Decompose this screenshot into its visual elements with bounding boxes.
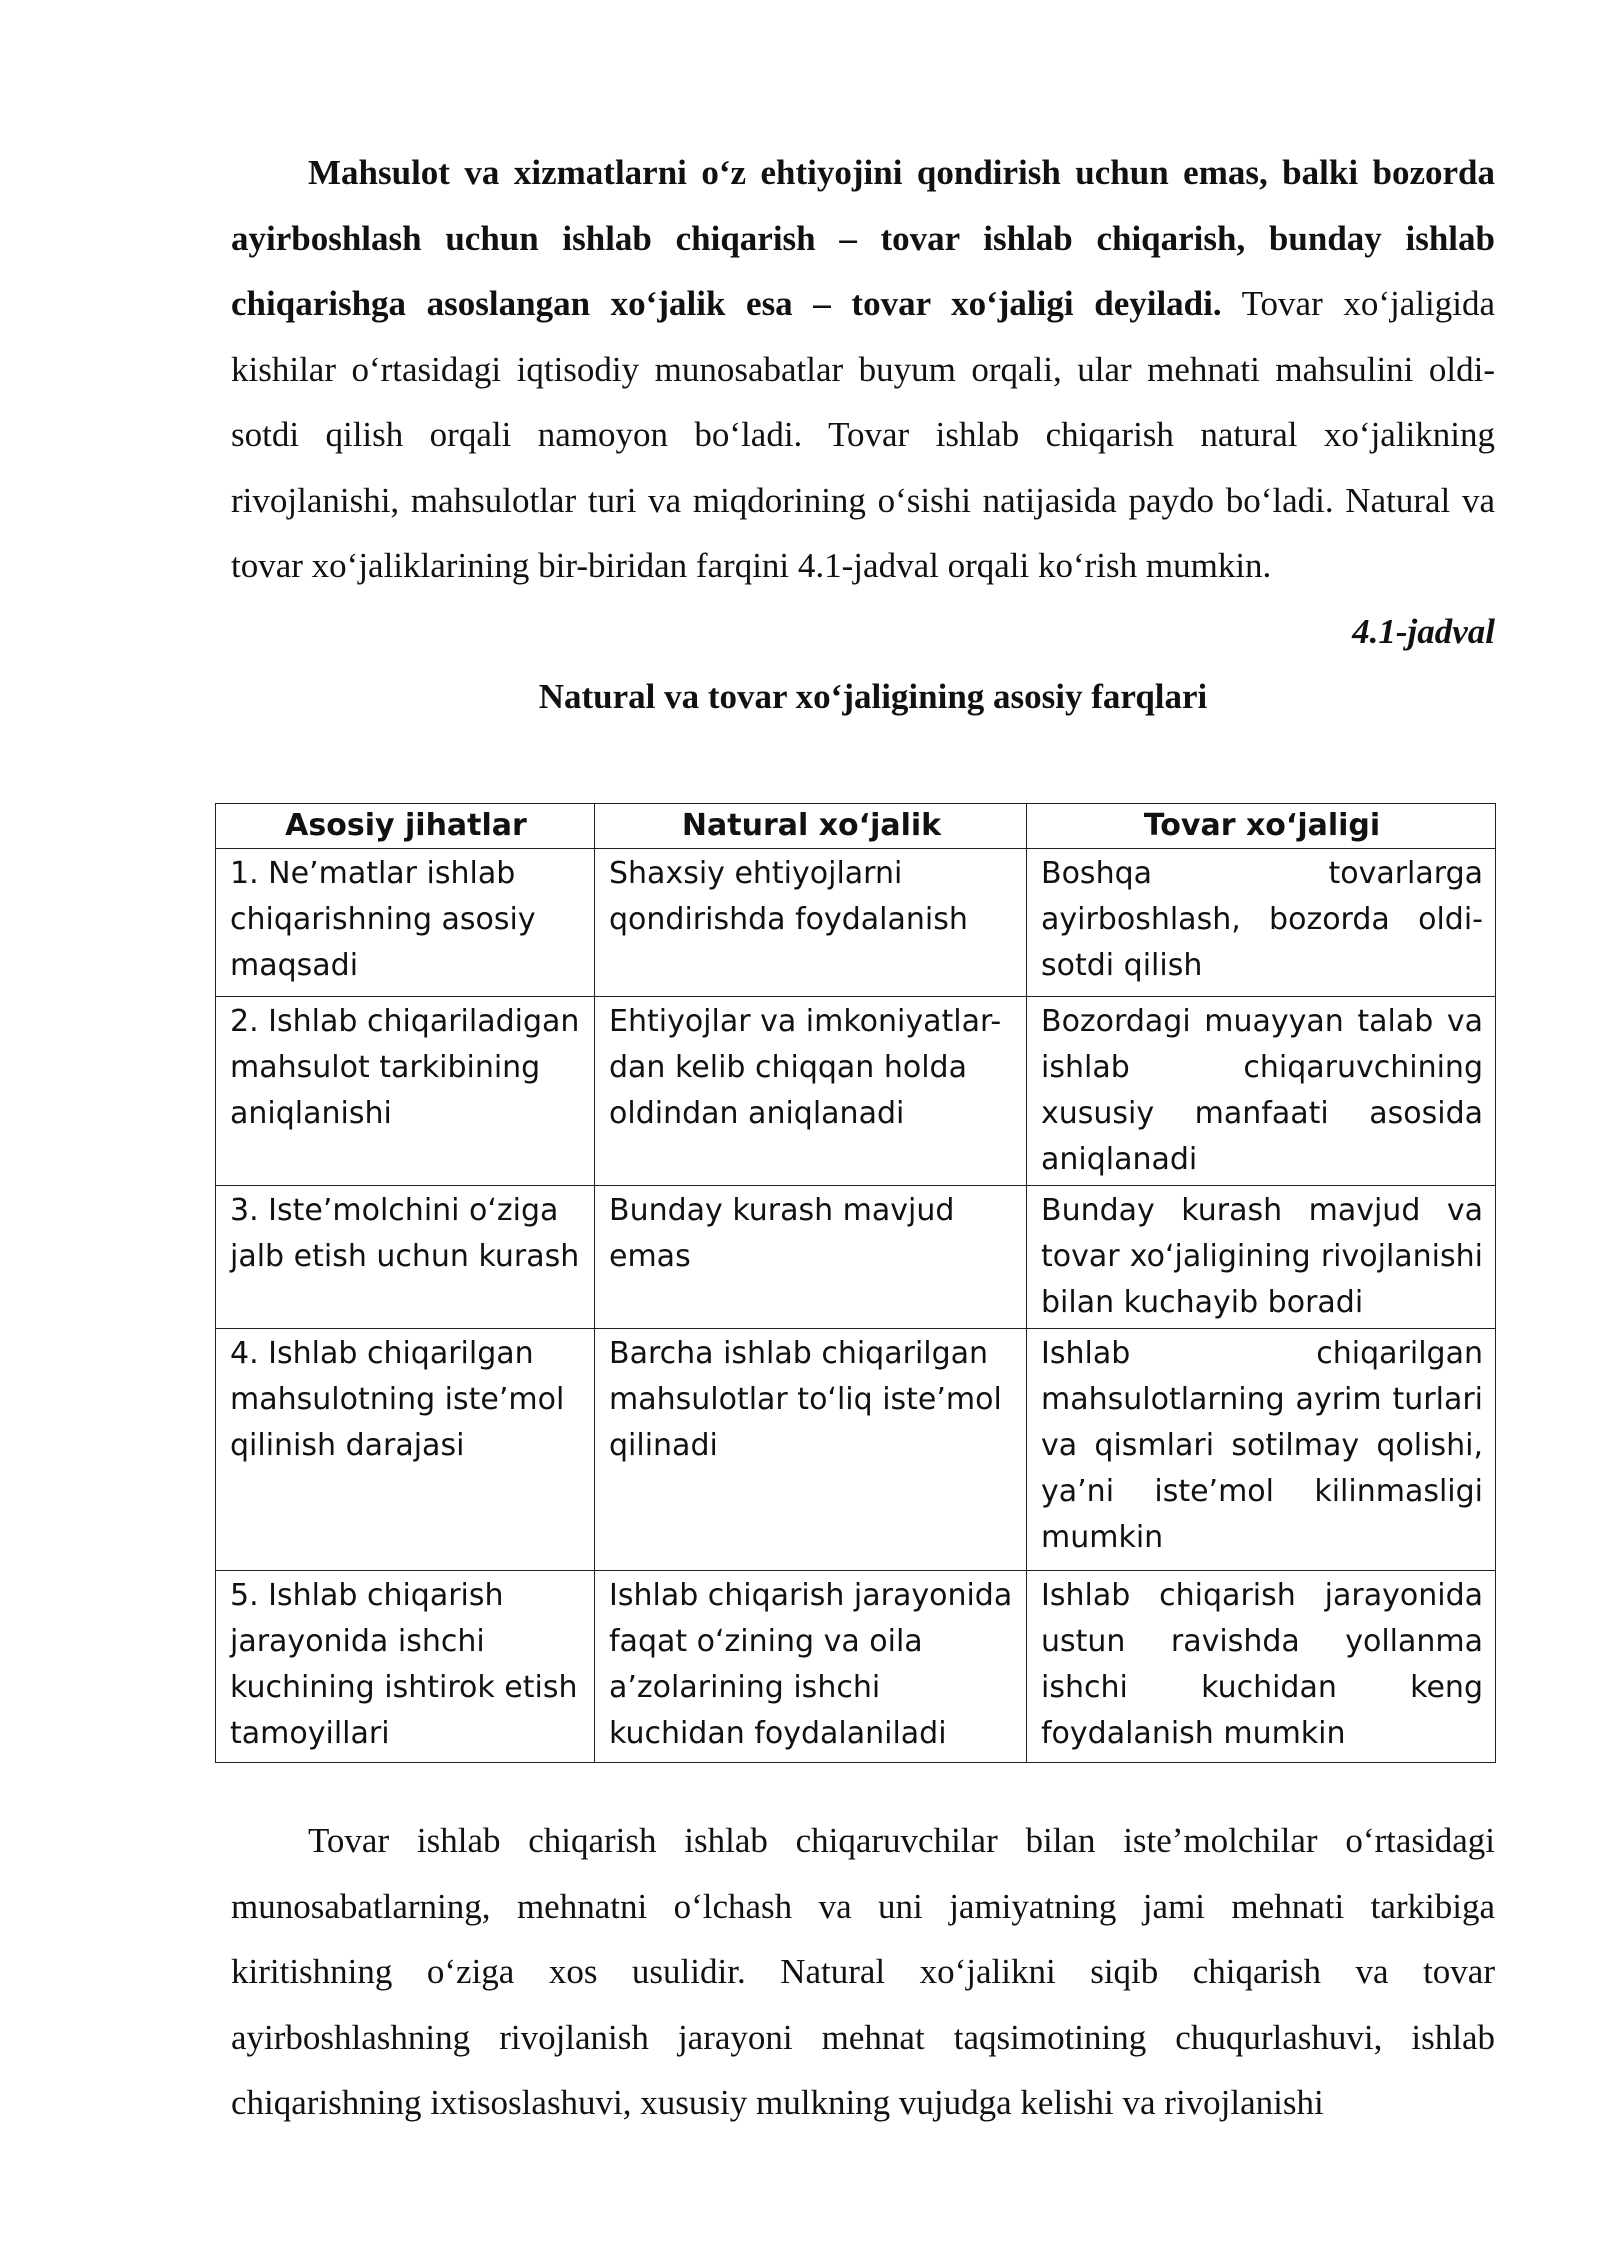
cell-aspect: 4. Ishlab chiqarilgan mahsulotning isteʼmol qilinish darajasi <box>216 1329 595 1571</box>
cell-aspect: 5. Ishlab chiqarish jarayonida ishchi kuchining ishtirok etish tamoyillari <box>216 1571 595 1763</box>
intro-explanation: Tovar xoʻjaligida kishilar oʻrtasidagi iqtisodiy munosabatlar buyum orqali, ular mehnati mahsulini oldi-sotdi qilish orqali namoyon boʻladi. Tovar ishlab chiqarish natural xoʻjalikning rivojlanishi, mahsulotlar turi va miqdorining oʻsishi natijasida paydo boʻladi. Natural va tovar xoʻjaliklarining bir-biridan farqini 4.1-jadval orqali koʻrish mumkin. <box>231 284 1495 585</box>
header-natural: Natural xoʻjalik <box>595 804 1027 849</box>
cell-commodity: Bozordagi muayyan talab va ishlab chiqaruvchining xususiy manfaati asosida aniqlanadi <box>1027 997 1496 1186</box>
cell-commodity: Boshqa tovarlarga ayirboshlash, bozorda oldi-sotdi qilish <box>1027 849 1496 997</box>
cell-natural: Ishlab chiqarish jarayonida faqat oʻzining va oila aʼzolarining ishchi kuchidan foydalaniladi <box>595 1571 1027 1763</box>
intro-paragraph <box>231 140 1495 599</box>
header-commodity: Tovar xoʻjaligi <box>1027 804 1496 849</box>
cell-aspect: 1. Neʼmatlar ishlab chiqarishning asosiy maqsadi <box>216 849 595 997</box>
cell-aspect: 2. Ishlab chiqariladigan mahsulot tarkibining aniqlanishi <box>216 997 595 1186</box>
intro-definition: Mahsulot va xizmatlarni oʻz ehtiyojini qondirish uchun emas, balki bozorda ayirboshlash uchun ishlab chiqarish – tovar ishlab chiqarish, bunday ishlab chiqarishga asoslangan xoʻjalik esa – tovar xoʻjaligi deyiladi. <box>231 153 1495 323</box>
cell-aspect: 3. Isteʼmolchini oʻziga jalb etish uchun kurash <box>216 1186 595 1329</box>
cell-commodity: Ishlab chiqarish jarayonida ustun ravishda yollanma ishchi kuchidan keng foydalanish mumkin <box>1027 1571 1496 1763</box>
cell-natural: Bunday kurash mavjud emas <box>595 1186 1027 1329</box>
closing-paragraph: Tovar ishlab chiqarish ishlab chiqaruvchilar bilan isteʼmolchilar oʻrtasidagi munosabatlarning, mehnatni oʻlchash va uni jamiyatning jami mehnati tarkibiga kiritishning oʻziga xos usulidir. Natural xoʻjalikni siqib chiqarish va tovar ayirboshlashning rivojlanish jarayoni mehnat taqsimotining chuqurlashuvi, ishlab chiqarishning ixtisoslashuvi, xususiy mulkning vujudga kelishi va rivojlanishi <box>231 1821 1495 2122</box>
table-header-row <box>216 804 1496 849</box>
closing-section <box>231 1808 1495 2136</box>
table-number: 4.1-jadval <box>1352 611 1495 651</box>
cell-natural: Ehtiyojlar va imkoniyatlar-dan kelib chiqqan holda oldindan aniqlanadi <box>595 997 1027 1186</box>
cell-commodity: Ishlab chiqarilgan mahsulotlarning ayrim turlari va qismlari sotilmay qolishi, yaʼni isteʼmol kilinmasligi mumkin <box>1027 1329 1496 1571</box>
table-row <box>216 1186 1496 1329</box>
table-row <box>216 849 1496 997</box>
document-body <box>231 140 1495 739</box>
cell-commodity: Bunday kurash mavjud va tovar xoʻjaligining rivojlanishi bilan kuchayib boradi <box>1027 1186 1496 1329</box>
table-title: Natural va tovar xoʻjaligining asosiy farqlari <box>538 676 1208 716</box>
table-row <box>216 1571 1496 1763</box>
header-aspects: Asosiy jihatlar <box>216 804 595 849</box>
cell-natural: Barcha ishlab chiqarilgan mahsulotlar toʻliq isteʼmol qilinadi <box>595 1329 1027 1571</box>
table-row <box>216 1329 1496 1571</box>
cell-natural: Shaxsiy ehtiyojlarni qondirishda foydalanish <box>595 849 1027 997</box>
table-row <box>216 997 1496 1186</box>
comparison-table <box>215 803 1496 1763</box>
